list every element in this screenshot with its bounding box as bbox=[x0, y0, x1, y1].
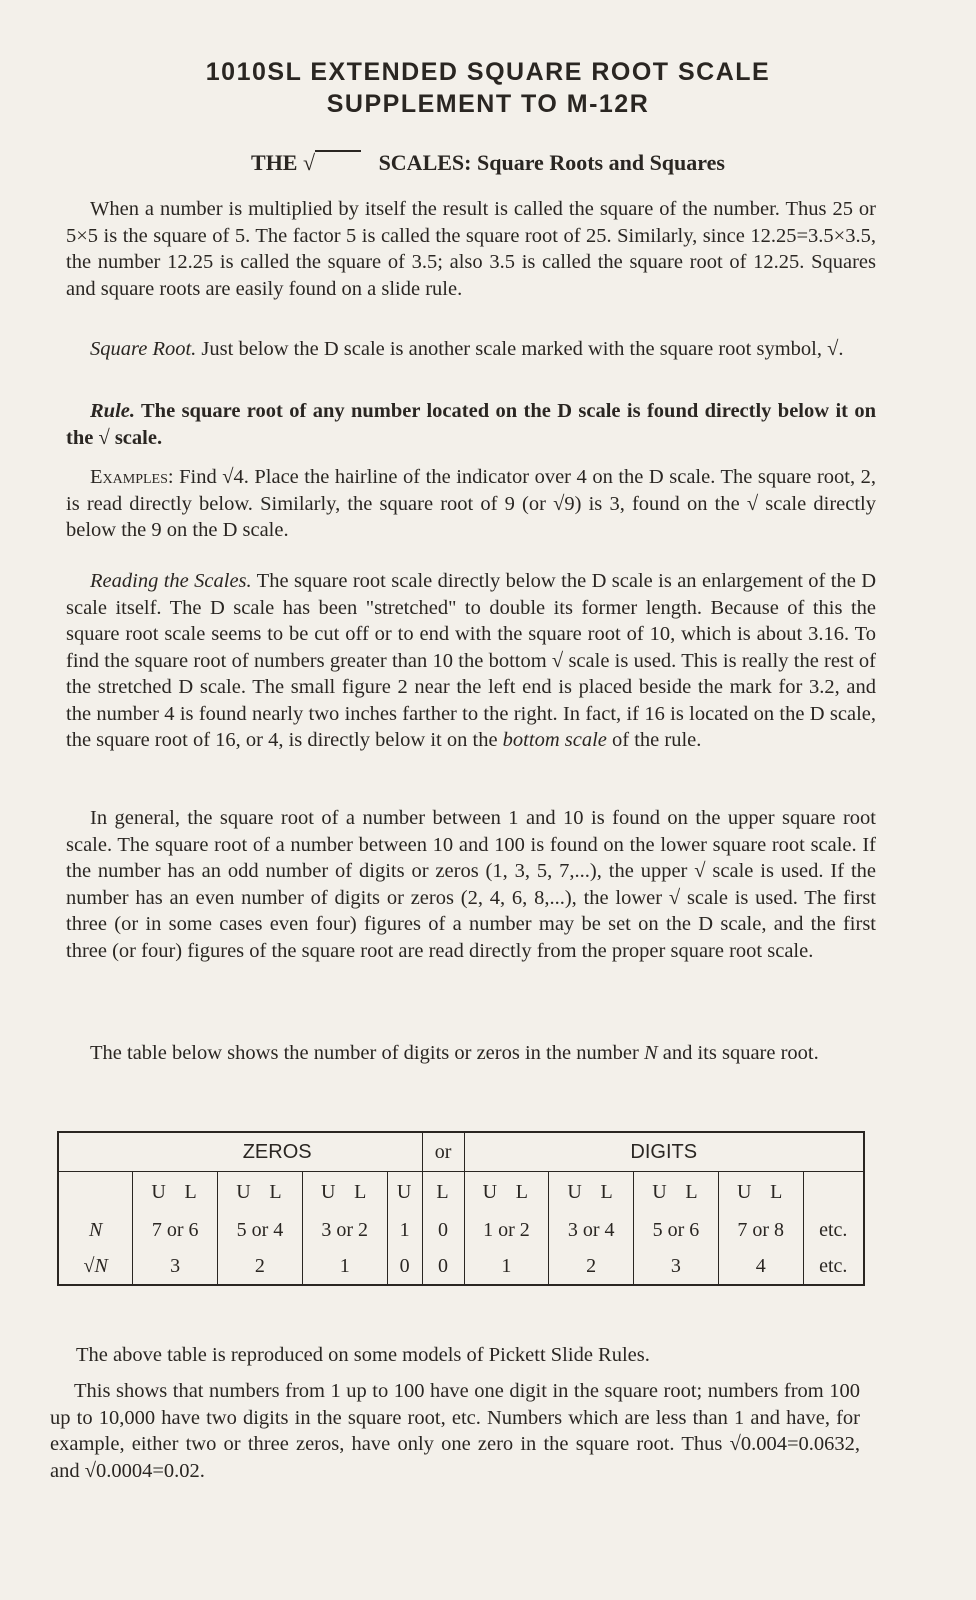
l-label: L bbox=[354, 1180, 368, 1203]
u-label: U bbox=[236, 1180, 252, 1203]
u-label: U bbox=[736, 1180, 753, 1203]
l-label: L bbox=[515, 1180, 529, 1203]
paragraph-lead: Square Root. bbox=[90, 338, 197, 360]
l-label: L bbox=[184, 1180, 198, 1203]
table-cell bbox=[58, 1172, 133, 1213]
paragraph-rule bbox=[66, 398, 876, 451]
u-label: U bbox=[151, 1180, 167, 1203]
row-label-n: N bbox=[88, 1218, 103, 1241]
variable-n: N bbox=[643, 1042, 658, 1064]
table-cell: 3 bbox=[634, 1248, 719, 1285]
table-row-n bbox=[58, 1212, 864, 1248]
table-cell: 2 bbox=[549, 1248, 634, 1285]
header-or: or bbox=[422, 1132, 464, 1172]
paragraph-text: The square root scale directly below the D scale is an enlargement of the D scale itself. The D scale has been "stretched" to double its former length. Because of this the square root scale seems to be cut off or to end with the square root of 10, which is about 3.16. To find the square root of numbers greater than 10 the bottom √ scale is used. This is really the rest of the stretched D scale. The small figure 2 near the left end is placed beside the mark for 3.2, and the number 4 is found nearly two inches farther to the right. In fact, if 16 is located on the D scale, the square root of 16, or 4, is directly below it on the bbox=[66, 570, 876, 751]
paragraph-text: The table below shows the number of digits or zeros in the number bbox=[90, 1042, 644, 1064]
table-corner-cell bbox=[58, 1132, 133, 1172]
paragraph-intro: When a number is multiplied by itself the result is called the square of the number. Thus 25 or 5×5 is the square of 5. The factor 5 is called the square root of 25. Similarly, since 12.25=3.5×3.5, the number 12.25 is called the square of 3.5; also 3.5 is called the square root of 12.25. Squares and square roots are easily found on a slide rule. bbox=[66, 198, 876, 300]
table-cell bbox=[422, 1172, 464, 1213]
table-cell: 0 bbox=[422, 1212, 464, 1248]
paragraph-lead: Rule. bbox=[90, 400, 135, 422]
table-cell: 3 or 4 bbox=[549, 1212, 634, 1248]
table-header-row bbox=[58, 1132, 864, 1172]
table-row-ul bbox=[58, 1172, 864, 1213]
table-cell bbox=[464, 1172, 549, 1213]
paragraph-lead: Reading the Scales. bbox=[90, 570, 252, 592]
u-label: U bbox=[567, 1180, 583, 1203]
table-cell: 1 bbox=[387, 1212, 422, 1248]
paragraph-italic: bottom scale bbox=[502, 729, 607, 751]
table-row-sqrt bbox=[58, 1248, 864, 1285]
u-label: U bbox=[652, 1180, 668, 1203]
paragraph-tail: and its square root. bbox=[657, 1042, 819, 1064]
table-cell: etc. bbox=[803, 1212, 864, 1248]
paragraph-table-intro bbox=[66, 1040, 876, 1067]
paragraph-examples bbox=[66, 464, 876, 544]
table-cell: 2 bbox=[218, 1248, 303, 1285]
table-cell: 7 or 6 bbox=[133, 1212, 218, 1248]
section-heading-prefix: THE bbox=[251, 150, 298, 175]
table-cell: 3 bbox=[133, 1248, 218, 1285]
table-cell: 4 bbox=[718, 1248, 803, 1285]
table-cell bbox=[218, 1172, 303, 1213]
table-cell: 3 or 2 bbox=[302, 1212, 387, 1248]
table-cell bbox=[133, 1172, 218, 1213]
section-heading-title: SCALES: Square Roots and Squares bbox=[378, 150, 725, 175]
table-cell bbox=[803, 1172, 864, 1213]
radical-bar bbox=[315, 150, 361, 152]
table-cell bbox=[302, 1172, 387, 1213]
title-line-2: SUPPLEMENT TO M-12R bbox=[326, 90, 650, 118]
paragraph-lead: Examples: bbox=[90, 466, 174, 488]
radical-symbol: √ bbox=[302, 150, 316, 175]
title-line-1: 1010SL EXTENDED SQUARE ROOT SCALE bbox=[205, 58, 771, 86]
paragraph-general: In general, the square root of a number between 1 and 10 is found on the upper square root scale. The square root of a number between 10 and 100 is found on the lower square root scale. If the number has an odd number of digits or zeros (1, 3, 5, 7,...), the upper √ scale is used. If the number has an even number of digits or zeros (2, 4, 6, 8,...), the lower √ scale is used. The first three (or in some cases even four) figures of a number may be set on the D scale, and the first three (or four) figures of the square root are read directly from the proper square root scale. bbox=[66, 807, 876, 962]
section-heading bbox=[0, 150, 976, 176]
row-label-sqrt-n: √N bbox=[83, 1254, 108, 1277]
header-zeros: ZEROS bbox=[133, 1132, 422, 1172]
l-label: L bbox=[770, 1180, 784, 1203]
l-label: L bbox=[685, 1180, 699, 1203]
paragraph-text: The square root of any number located on the D scale is found directly below it on the √ scale. bbox=[66, 400, 876, 449]
table-cell: 7 or 8 bbox=[718, 1212, 803, 1248]
u-label: U bbox=[396, 1180, 413, 1203]
u-label: U bbox=[482, 1180, 499, 1203]
paragraph-table-note: The above table is reproduced on some models of Pickett Slide Rules. bbox=[76, 1344, 650, 1366]
digits-zeros-table bbox=[57, 1131, 865, 1286]
table-cell bbox=[718, 1172, 803, 1213]
paragraph-square-root bbox=[66, 336, 876, 363]
paragraph-conclusion: This shows that numbers from 1 up to 100 have one digit in the square root; numbers from 100 up to 10,000 have two digits in the square root, etc. Numbers which are less than 1 and have, for example, either two or three zeros, have only one zero in the square root. Thus √0.004=0.0632, and √0.0004=0.02. bbox=[50, 1380, 860, 1482]
table-cell: 1 bbox=[464, 1248, 549, 1285]
table-cell bbox=[549, 1172, 634, 1213]
table-cell bbox=[634, 1172, 719, 1213]
paragraph-reading-scales bbox=[66, 568, 876, 754]
u-label: U bbox=[320, 1180, 337, 1203]
table-cell: 1 bbox=[302, 1248, 387, 1285]
table-cell: 0 bbox=[422, 1248, 464, 1285]
paragraph-text: Just below the D scale is another scale marked with the square root symbol, √. bbox=[196, 338, 844, 360]
table-cell bbox=[387, 1172, 422, 1213]
table-cell: 5 or 4 bbox=[218, 1212, 303, 1248]
l-label: L bbox=[600, 1180, 614, 1203]
table-cell: 5 or 6 bbox=[634, 1212, 719, 1248]
paragraph-text: Find √4. Place the hairline of the indicator over 4 on the D scale. The square root, 2, is read directly below. Similarly, the square root of 9 (or √9) is 3, found on the √ scale directly below the 9 on the D scale. bbox=[66, 466, 876, 541]
table-cell: 0 bbox=[387, 1248, 422, 1285]
table-cell: 1 or 2 bbox=[464, 1212, 549, 1248]
header-digits: DIGITS bbox=[464, 1132, 864, 1172]
paragraph-tail: of the rule. bbox=[606, 729, 702, 751]
l-label: L bbox=[269, 1180, 283, 1203]
table-cell: etc. bbox=[803, 1248, 864, 1285]
l-label: L bbox=[436, 1180, 450, 1203]
